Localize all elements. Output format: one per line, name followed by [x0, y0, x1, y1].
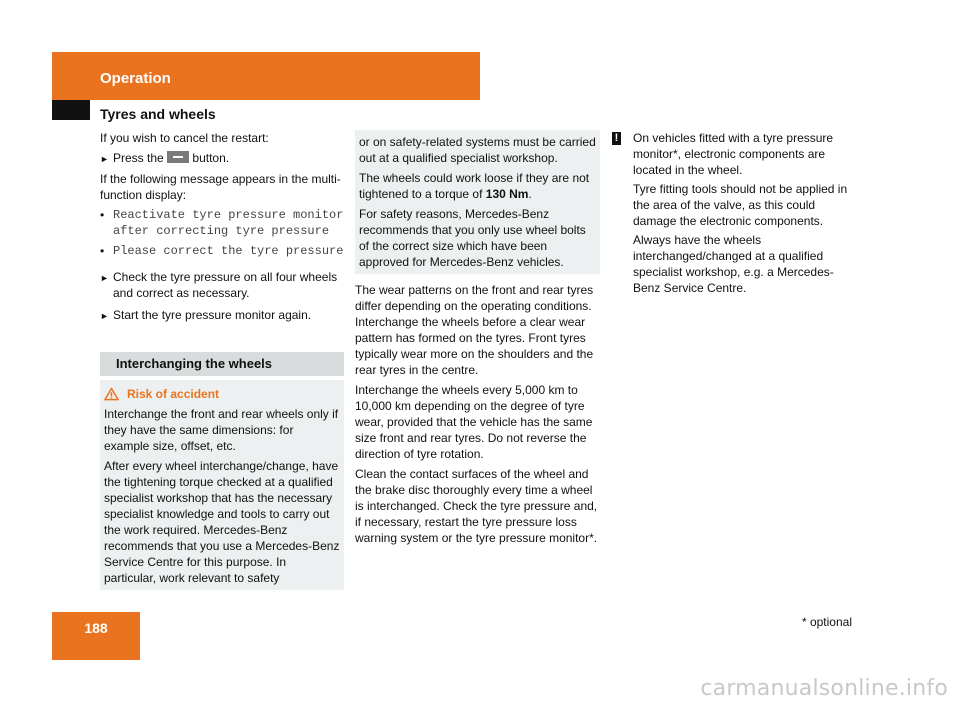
- warning-title-text: Risk of accident: [127, 387, 220, 401]
- press-pre: Press the: [113, 151, 164, 165]
- heading-interchanging-wheels: Interchanging the wheels: [100, 352, 344, 376]
- note-block: [612, 130, 857, 299]
- footnote-optional: * optional: [801, 615, 852, 629]
- display-message: [100, 243, 344, 259]
- message-intro: If the following message appears in the multi-function display:: [100, 172, 341, 202]
- page-number: 188: [52, 612, 140, 660]
- torque-value: 130 Nm: [485, 187, 529, 201]
- warning-paragraph-1: Interchange the front and rear wheels only if they have the same dimensions: for example size, offset, etc.: [104, 407, 339, 453]
- step-arrow-icon: ►: [100, 273, 109, 283]
- note-paragraph-3: Always have the wheels interchanged/changed at a qualified specialist workshop, e.g. a Mercedes-Benz Service Centre.: [633, 233, 834, 295]
- header-marker: [52, 100, 90, 120]
- press-post: button.: [192, 151, 230, 165]
- step-arrow-icon: ►: [100, 154, 109, 164]
- paragraph-interchange-interval: Interchange the wheels every 5,000 km to 10,000 km depending on the degree of tyre wear, provided that the vehicle has the same size front and rear tyres. Do not reverse the direction of tyre rotation.: [355, 383, 593, 461]
- section-title: Tyres and wheels: [100, 106, 216, 122]
- message-1-line-2: after correcting tyre pressure: [113, 224, 330, 238]
- warning-title: [104, 386, 340, 402]
- step-check-text: Check the tyre pressure on all four wheels and correct as necessary.: [113, 270, 338, 300]
- bullet-icon: •: [100, 244, 105, 258]
- step-start-text: Start the tyre pressure monitor again.: [113, 308, 312, 322]
- continued-paragraph-3: For safety reasons, Mercedes-Benz recommends that you only use wheel bolts of the correct size which have been approved for Mercedes-Benz vehicles.: [359, 207, 586, 269]
- paragraph-wear-patterns: The wear patterns on the front and rear tyres differ depending on the operating conditions. Interchange the wheels before a clear wear pattern has formed on the tyres. Front tyres typically wear more on the shoulders and the rear tyres in the centre.: [355, 283, 594, 377]
- step-check-pressure: [100, 269, 344, 301]
- bullet-icon: •: [100, 208, 105, 222]
- column-right: [612, 130, 857, 299]
- cancel-intro: If you wish to cancel the restart:: [100, 131, 269, 145]
- note-paragraph-1: On vehicles fitted with a tyre pressure monitor*, electronic components are located in the wheel.: [633, 131, 834, 177]
- warning-box-continued: [355, 130, 600, 274]
- exclamation-note-icon: !: [612, 132, 621, 145]
- step-start-monitor: [100, 307, 344, 324]
- watermark-text: carmanualsonline.info: [700, 676, 948, 701]
- continued-paragraph-1: or on safety-related systems must be carried out at a qualified specialist workshop.: [359, 135, 596, 165]
- step-arrow-icon: ►: [100, 311, 109, 321]
- note-paragraph-2: Tyre fitting tools should not be applied in the area of the valve, as this could damage the electronic components.: [633, 182, 848, 228]
- paragraph-clean-surfaces: Clean the contact surfaces of the wheel and the brake disc thoroughly every time a wheel is interchanged. Check the tyre pressure and, if necessary, restart the tyre pressure loss warning system or the tyre pressure monitor*.: [355, 467, 598, 545]
- step-press-button: [100, 150, 344, 167]
- column-left: [100, 130, 344, 590]
- warning-box: [100, 380, 344, 590]
- warning-paragraph-2: After every wheel interchange/change, have the tightening torque checked at a qualified specialist workshop that has the necessary specialist knowledge and tools to carry out the work required. Mercedes-Benz recommends that you use a Mercedes-Benz Service Centre for this purpose. In particular, work relevant to safety: [104, 459, 340, 585]
- minus-button-icon: [167, 151, 189, 163]
- message-2: Please correct the tyre pressure: [113, 244, 344, 258]
- warning-triangle-icon: [104, 387, 119, 401]
- display-message: [100, 207, 344, 239]
- chapter-title: Operation: [100, 70, 171, 87]
- continued-paragraph-2: The wheels could work loose if they are not tightened to a torque of 130 Nm.: [359, 171, 590, 201]
- column-middle: [355, 130, 600, 550]
- message-1-line-1: Reactivate tyre pressure monitor: [113, 208, 344, 222]
